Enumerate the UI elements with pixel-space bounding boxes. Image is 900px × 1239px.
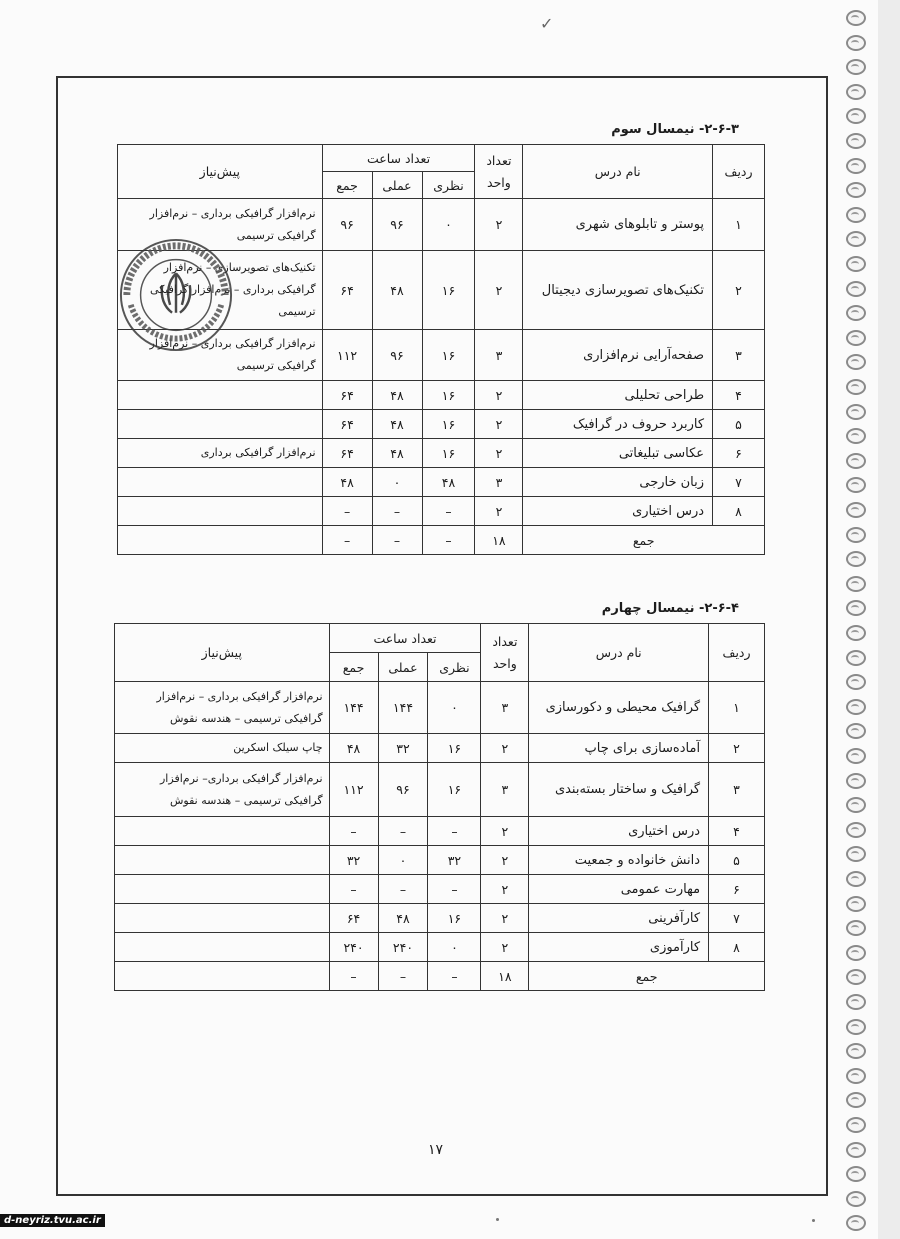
binding-ring (846, 920, 866, 936)
paper-speck (812, 1219, 815, 1222)
units-cell: ۲ (481, 817, 529, 846)
header-hours-group: تعداد ساعت (322, 145, 475, 172)
binding-ring (846, 305, 866, 321)
spiral-binding (842, 0, 872, 1239)
binding-ring (846, 133, 866, 149)
header-practical: عملی (378, 653, 428, 682)
theory-hours-cell: – (422, 497, 475, 526)
binding-ring (846, 502, 866, 518)
practical-hours-cell: – (378, 875, 428, 904)
course-name-cell: کارآفرینی (529, 904, 709, 933)
practical-hours-cell: ۴۸ (372, 381, 422, 410)
header-units: تعداد واحد (481, 624, 529, 682)
units-cell: ۳ (475, 330, 523, 381)
course-name-cell: طراحی تحلیلی (523, 381, 713, 410)
practical-hours-cell: ۹۶ (378, 763, 428, 817)
binding-ring (846, 404, 866, 420)
total-hours-cell: – (329, 875, 378, 904)
binding-ring (846, 281, 866, 297)
total-total-cell: – (329, 962, 378, 991)
binding-ring (846, 527, 866, 543)
theory-hours-cell: ۱۶ (422, 251, 475, 330)
binding-ring (846, 846, 866, 862)
practical-hours-cell: ۴۸ (378, 904, 428, 933)
table-row (115, 875, 765, 904)
total-total-cell: – (322, 526, 372, 555)
total-label-cell: جمع (523, 526, 765, 555)
binding-ring (846, 969, 866, 985)
binding-ring (846, 59, 866, 75)
theory-hours-cell: ۱۶ (428, 904, 481, 933)
prerequisite-cell: نرم‌افزار گرافیکی برداری– نرم‌افزار گرافیکی ترسیمی – هندسه نقوش (115, 763, 330, 817)
binding-ring (846, 551, 866, 567)
units-cell: ۲ (481, 846, 529, 875)
units-cell: ۲ (475, 410, 523, 439)
binding-ring (846, 1117, 866, 1133)
prerequisite-cell (118, 497, 323, 526)
total-hours-cell: ۶۴ (322, 410, 372, 439)
total-hours-cell: ۱۱۲ (322, 330, 372, 381)
table-row (115, 734, 765, 763)
header-total: جمع (322, 172, 372, 199)
total-hours-cell: ۲۴۰ (329, 933, 378, 962)
course-name-cell: درس اختیاری (529, 817, 709, 846)
theory-hours-cell: ۱۶ (422, 439, 475, 468)
practical-hours-cell: ۰ (372, 468, 422, 497)
total-hours-cell: ۶۴ (322, 251, 372, 330)
header-row-no: ردیف (713, 145, 765, 199)
row-number-cell: ۱ (713, 199, 765, 251)
prerequisite-cell: نرم‌افزار گرافیکی برداری – نرم‌افزار گرافیکی ترسیمی (118, 199, 323, 251)
prerequisite-cell (118, 410, 323, 439)
prerequisite-cell: نرم‌افزار گرافیکی برداری (118, 439, 323, 468)
binding-ring (846, 1068, 866, 1084)
binding-ring (846, 797, 866, 813)
header-course-name: نام درس (523, 145, 713, 199)
binding-ring (846, 207, 866, 223)
header-theory: نظری (428, 653, 481, 682)
theory-hours-cell: ۱۶ (428, 763, 481, 817)
header-theory: نظری (422, 172, 475, 199)
practical-hours-cell: ۴۸ (372, 439, 422, 468)
official-seal-stamp (117, 236, 235, 354)
total-hours-cell: ۹۶ (322, 199, 372, 251)
row-number-cell: ۵ (709, 846, 765, 875)
website-watermark: d-neyriz.tvu.ac.ir (0, 1214, 105, 1227)
total-hours-cell: ۶۴ (322, 439, 372, 468)
practical-hours-cell: ۹۶ (372, 199, 422, 251)
theory-hours-cell: ۰ (428, 682, 481, 734)
course-name-cell: گرافیک و ساختار بسته‌بندی (529, 763, 709, 817)
theory-hours-cell: ۰ (428, 933, 481, 962)
row-number-cell: ۴ (709, 817, 765, 846)
row-number-cell: ۷ (709, 904, 765, 933)
table-row (115, 682, 765, 734)
course-name-cell: درس اختیاری (523, 497, 713, 526)
header-hours-group: تعداد ساعت (329, 624, 481, 653)
prerequisite-cell: چاپ سیلک اسکرین (115, 734, 330, 763)
table-row (118, 381, 765, 410)
total-practical-cell: – (378, 962, 428, 991)
total-hours-cell: ۶۴ (322, 381, 372, 410)
course-name-cell: کارآموزی (529, 933, 709, 962)
units-cell: ۲ (475, 439, 523, 468)
course-name-cell: عکاسی تبلیغاتی (523, 439, 713, 468)
row-number-cell: ۵ (713, 410, 765, 439)
binding-ring (846, 1092, 866, 1108)
units-cell: ۲ (481, 734, 529, 763)
prerequisite-cell (115, 933, 330, 962)
binding-ring (846, 625, 866, 641)
binding-ring (846, 256, 866, 272)
table-row (115, 904, 765, 933)
practical-hours-cell: ۴۸ (372, 251, 422, 330)
practical-hours-cell: ۴۸ (372, 410, 422, 439)
units-cell: ۲ (481, 933, 529, 962)
prerequisite-cell (115, 846, 330, 875)
binding-ring (846, 108, 866, 124)
theory-hours-cell: ۰ (422, 199, 475, 251)
row-number-cell: ۲ (709, 734, 765, 763)
course-name-cell: پوستر و تابلوهای شهری (523, 199, 713, 251)
prerequisite-cell (115, 904, 330, 933)
practical-hours-cell: ۳۲ (378, 734, 428, 763)
binding-ring (846, 35, 866, 51)
table-row (118, 410, 765, 439)
header-practical: عملی (372, 172, 422, 199)
row-number-cell: ۸ (713, 497, 765, 526)
practical-hours-cell: – (378, 817, 428, 846)
binding-ring (846, 10, 866, 26)
units-cell: ۳ (481, 763, 529, 817)
header-total: جمع (329, 653, 378, 682)
table-row (115, 763, 765, 817)
total-prerequisite-cell (118, 526, 323, 555)
theory-hours-cell: ۳۲ (428, 846, 481, 875)
row-number-cell: ۲ (713, 251, 765, 330)
course-name-cell: گرافیک محیطی و دکورسازی (529, 682, 709, 734)
units-cell: ۲ (481, 904, 529, 933)
binding-ring (846, 330, 866, 346)
course-table-semester-4 (114, 623, 765, 991)
binding-ring (846, 600, 866, 616)
prerequisite-cell (115, 817, 330, 846)
binding-ring (846, 674, 866, 690)
header-prerequisite: پیش‌نیاز (118, 145, 323, 199)
course-name-cell: دانش خانواده و جمعیت (529, 846, 709, 875)
table-total-row (115, 962, 765, 991)
handwritten-mark: ✓ (540, 14, 554, 33)
units-cell: ۲ (481, 875, 529, 904)
binding-ring (846, 182, 866, 198)
units-cell: ۲ (475, 199, 523, 251)
theory-hours-cell: – (428, 817, 481, 846)
theory-hours-cell: ۱۶ (422, 330, 475, 381)
row-number-cell: ۶ (713, 439, 765, 468)
section-title-semester-4: ۲-۶-۴- نیمسال چهارم (601, 601, 739, 616)
prerequisite-cell (115, 875, 330, 904)
row-number-cell: ۷ (713, 468, 765, 497)
total-theory-cell: – (422, 526, 475, 555)
row-number-cell: ۴ (713, 381, 765, 410)
row-number-cell: ۱ (709, 682, 765, 734)
header-prerequisite: پیش‌نیاز (115, 624, 330, 682)
total-hours-cell: – (322, 497, 372, 526)
units-cell: ۲ (475, 251, 523, 330)
binding-ring (846, 453, 866, 469)
binding-ring (846, 748, 866, 764)
binding-ring (846, 576, 866, 592)
section-title-semester-3: ۲-۶-۳- نیمسال سوم (611, 122, 739, 137)
binding-ring (846, 723, 866, 739)
table-row (115, 846, 765, 875)
page-number: ۱۷ (428, 1142, 444, 1158)
binding-ring (846, 1019, 866, 1035)
course-name-cell: صفحه‌آرایی نرم‌افزاری (523, 330, 713, 381)
total-hours-cell: ۱۱۲ (329, 763, 378, 817)
row-number-cell: ۸ (709, 933, 765, 962)
binding-ring (846, 773, 866, 789)
header-row-no: ردیف (709, 624, 765, 682)
total-units-cell: ۱۸ (475, 526, 523, 555)
binding-ring (846, 896, 866, 912)
binding-ring (846, 945, 866, 961)
binding-ring (846, 428, 866, 444)
binding-ring (846, 477, 866, 493)
practical-hours-cell: ۹۶ (372, 330, 422, 381)
paper-speck (496, 1218, 499, 1221)
prerequisite-cell (118, 468, 323, 497)
binding-ring (846, 84, 866, 100)
theory-hours-cell: ۱۶ (428, 734, 481, 763)
table-row (115, 817, 765, 846)
practical-hours-cell: ۱۴۴ (378, 682, 428, 734)
course-name-cell: زبان خارجی (523, 468, 713, 497)
binding-ring (846, 1142, 866, 1158)
header-units: تعداد واحد (475, 145, 523, 199)
practical-hours-cell: – (372, 497, 422, 526)
total-hours-cell: ۴۸ (329, 734, 378, 763)
units-cell: ۳ (481, 682, 529, 734)
practical-hours-cell: ۰ (378, 846, 428, 875)
table-total-row (118, 526, 765, 555)
binding-ring (846, 994, 866, 1010)
binding-ring (846, 1043, 866, 1059)
total-prerequisite-cell (115, 962, 330, 991)
table-row (115, 933, 765, 962)
total-hours-cell: – (329, 817, 378, 846)
binding-ring (846, 699, 866, 715)
binding-ring (846, 1215, 866, 1231)
prerequisite-cell: نرم‌افزار گرافیکی برداری – نرم‌افزار گرافیکی ترسیمی – هندسه نقوش (115, 682, 330, 734)
binding-ring (846, 158, 866, 174)
total-label-cell: جمع (529, 962, 765, 991)
row-number-cell: ۳ (709, 763, 765, 817)
table-row (118, 497, 765, 526)
binding-ring (846, 379, 866, 395)
total-theory-cell: – (428, 962, 481, 991)
binding-ring (846, 650, 866, 666)
binding-ring (846, 822, 866, 838)
binding-ring (846, 871, 866, 887)
units-cell: ۳ (475, 468, 523, 497)
binding-ring (846, 1191, 866, 1207)
course-name-cell: مهارت عمومی (529, 875, 709, 904)
prerequisite-cell: نرم‌افزار گرافیکی برداری – نرم‌افزار گرافیکی ترسیمی (118, 330, 323, 381)
row-number-cell: ۳ (713, 330, 765, 381)
course-name-cell: تکنیک‌های تصویرسازی دیجیتال (523, 251, 713, 330)
table-row (118, 439, 765, 468)
binding-ring (846, 1166, 866, 1182)
course-name-cell: کاربرد حروف در گرافیک (523, 410, 713, 439)
table-row (118, 468, 765, 497)
header-course-name: نام درس (529, 624, 709, 682)
units-cell: ۲ (475, 381, 523, 410)
total-hours-cell: ۱۴۴ (329, 682, 378, 734)
total-hours-cell: ۳۲ (329, 846, 378, 875)
theory-hours-cell: – (428, 875, 481, 904)
theory-hours-cell: ۱۶ (422, 410, 475, 439)
total-hours-cell: ۴۸ (322, 468, 372, 497)
course-name-cell: آماده‌سازی برای چاپ (529, 734, 709, 763)
total-practical-cell: – (372, 526, 422, 555)
prerequisite-cell (118, 381, 323, 410)
binding-ring (846, 231, 866, 247)
total-hours-cell: ۶۴ (329, 904, 378, 933)
theory-hours-cell: ۴۸ (422, 468, 475, 497)
prerequisite-cell: تکنیک‌های تصویرسازی – نرم‌افزار گرافیکی برداری – نرم‌افزار گرافیکی ترسیمی (118, 251, 323, 330)
binding-ring (846, 354, 866, 370)
theory-hours-cell: ۱۶ (422, 381, 475, 410)
total-units-cell: ۱۸ (481, 962, 529, 991)
row-number-cell: ۶ (709, 875, 765, 904)
units-cell: ۲ (475, 497, 523, 526)
practical-hours-cell: ۲۴۰ (378, 933, 428, 962)
